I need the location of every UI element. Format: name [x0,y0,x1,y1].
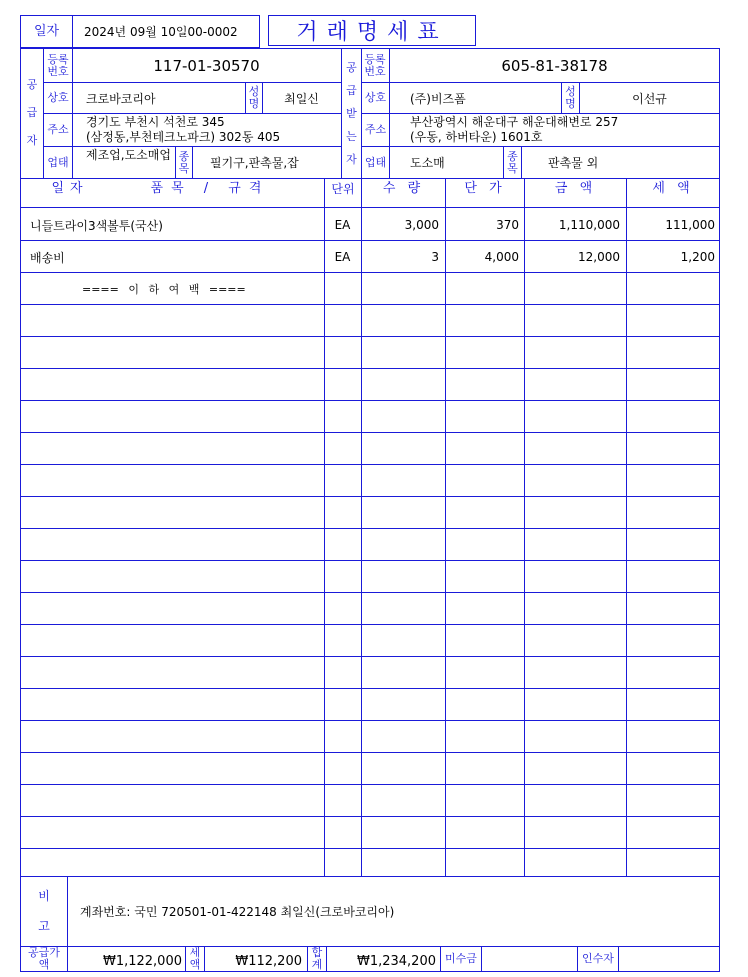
table-row-divider [20,432,720,433]
remarks-label: 비 고 [38,889,50,933]
table-row [20,209,720,241]
receiver-sign-label: 인수자 [582,952,614,965]
receiver-company-label: 상호 [364,91,387,104]
table-row-divider [20,528,720,529]
table-row-divider [20,656,720,657]
tax-amount-label: 세액 [189,947,201,971]
table-row [20,241,720,273]
row-amount: 1,110,000 [558,218,620,232]
tax-amount-value: ₩112,200 [235,953,302,969]
receiver-name-label: 성명 [565,85,576,110]
receiver-biz-item: 판촉물 외 [548,156,599,170]
supplier-biz-item: 필기구,판촉물,잡 [210,156,299,170]
table-row-divider [20,848,720,849]
supplier-biz-type-label: 업태 [47,155,69,169]
row-price: 4,000 [484,250,519,264]
end-marker: ==== 이 하 여 백 ==== [82,283,246,296]
receiver-name: 이선규 [632,91,667,106]
col-header-unit: 단위 [331,182,355,196]
table-row-divider [20,336,720,337]
supplier-reg-label: 등록번호 [47,52,69,78]
receiver-biz-type-label: 업태 [364,155,387,169]
row-unit: EA [334,250,351,264]
supplier-side-label: 공 급 자 [26,78,38,147]
supplier-address-line1: 경기도 부천시 석천로 345 [86,115,225,129]
table-row-divider [20,496,720,497]
table-row-divider [20,784,720,785]
date-label: 일자 [33,23,60,39]
table-row-divider [20,592,720,593]
col-header-price: 단 가 [464,181,506,196]
supplier-biz-type: 제조업,도소매업 [86,148,171,162]
receiver-address-label: 주소 [364,123,387,136]
table-row-divider [20,560,720,561]
receiver-company: (주)비즈폼 [410,91,466,106]
supplier-biz-item-label: 종목 [178,149,190,175]
row-amount: 12,000 [578,250,620,264]
receiver-address [410,115,718,146]
row-price: 370 [496,218,519,232]
col-header-amount: 금 액 [554,181,597,196]
supplier-address [86,115,340,146]
row-unit: EA [334,218,351,232]
table-row-divider [20,624,720,625]
receiver-biz-type: 도소매 [410,156,445,170]
table-row-divider [20,816,720,817]
receiver-sign-value [620,947,718,971]
receiver-address-line1: 부산광역시 해운대구 해운대해변로 257 [410,115,619,129]
receiver-reg-label: 등록번호 [364,52,386,78]
page-title: 거래명세표 [296,20,448,45]
supplier-name-label: 성명 [248,85,260,110]
receiver-address-line2: (우동, 하버타운) 1601호 [410,130,543,144]
table-row-divider [20,720,720,721]
table-row-divider [20,464,720,465]
remarks-text: 계좌번호: 국민 720501-01-422148 최일신(크로바코리아) [80,904,395,919]
date-value: 2024년 09월 10일00-0002 [84,25,238,39]
col-header-date: 일자 [51,181,89,196]
receiver-reg-no: 605-81-38178 [501,56,608,75]
supplier-reg-no: 117-01-30570 [153,56,260,75]
unpaid-label: 미수금 [445,952,477,965]
col-header-qty: 수 량 [382,181,425,196]
supplier-company-label: 상호 [47,91,69,104]
supplier-address-line2: (삼정동,부천테크노파크) 302동 405 [86,130,281,144]
table-row-divider [20,688,720,689]
row-qty: 3,000 [404,218,439,232]
unpaid-value [484,947,574,971]
supplier-company: 크로바코리아 [86,91,156,106]
row-qty: 3 [431,250,439,264]
supply-amount-label: 공급가액 [28,947,60,971]
row-item: 니들트라이3색볼투(국산) [30,218,163,233]
col-header-item: 품목 / 규격 [150,181,270,196]
row-tax: 1,200 [680,250,715,264]
table-row-divider [20,400,720,401]
total-amount-value: ₩1,234,200 [356,953,436,969]
receiver-biz-item-label: 종목 [507,149,518,175]
receiver-side-label: 공 급 받 는 자 [346,60,357,166]
supplier-name: 최일신 [284,91,319,106]
supply-amount-value: ₩1,122,000 [102,953,182,969]
row-item: 배송비 [30,250,65,265]
table-row-divider [20,368,720,369]
col-header-tax: 세 액 [652,181,694,196]
table-row-divider [20,752,720,753]
supplier-address-label: 주소 [47,123,69,136]
total-amount-label: 합계 [311,947,323,971]
row-tax: 111,000 [665,218,715,232]
